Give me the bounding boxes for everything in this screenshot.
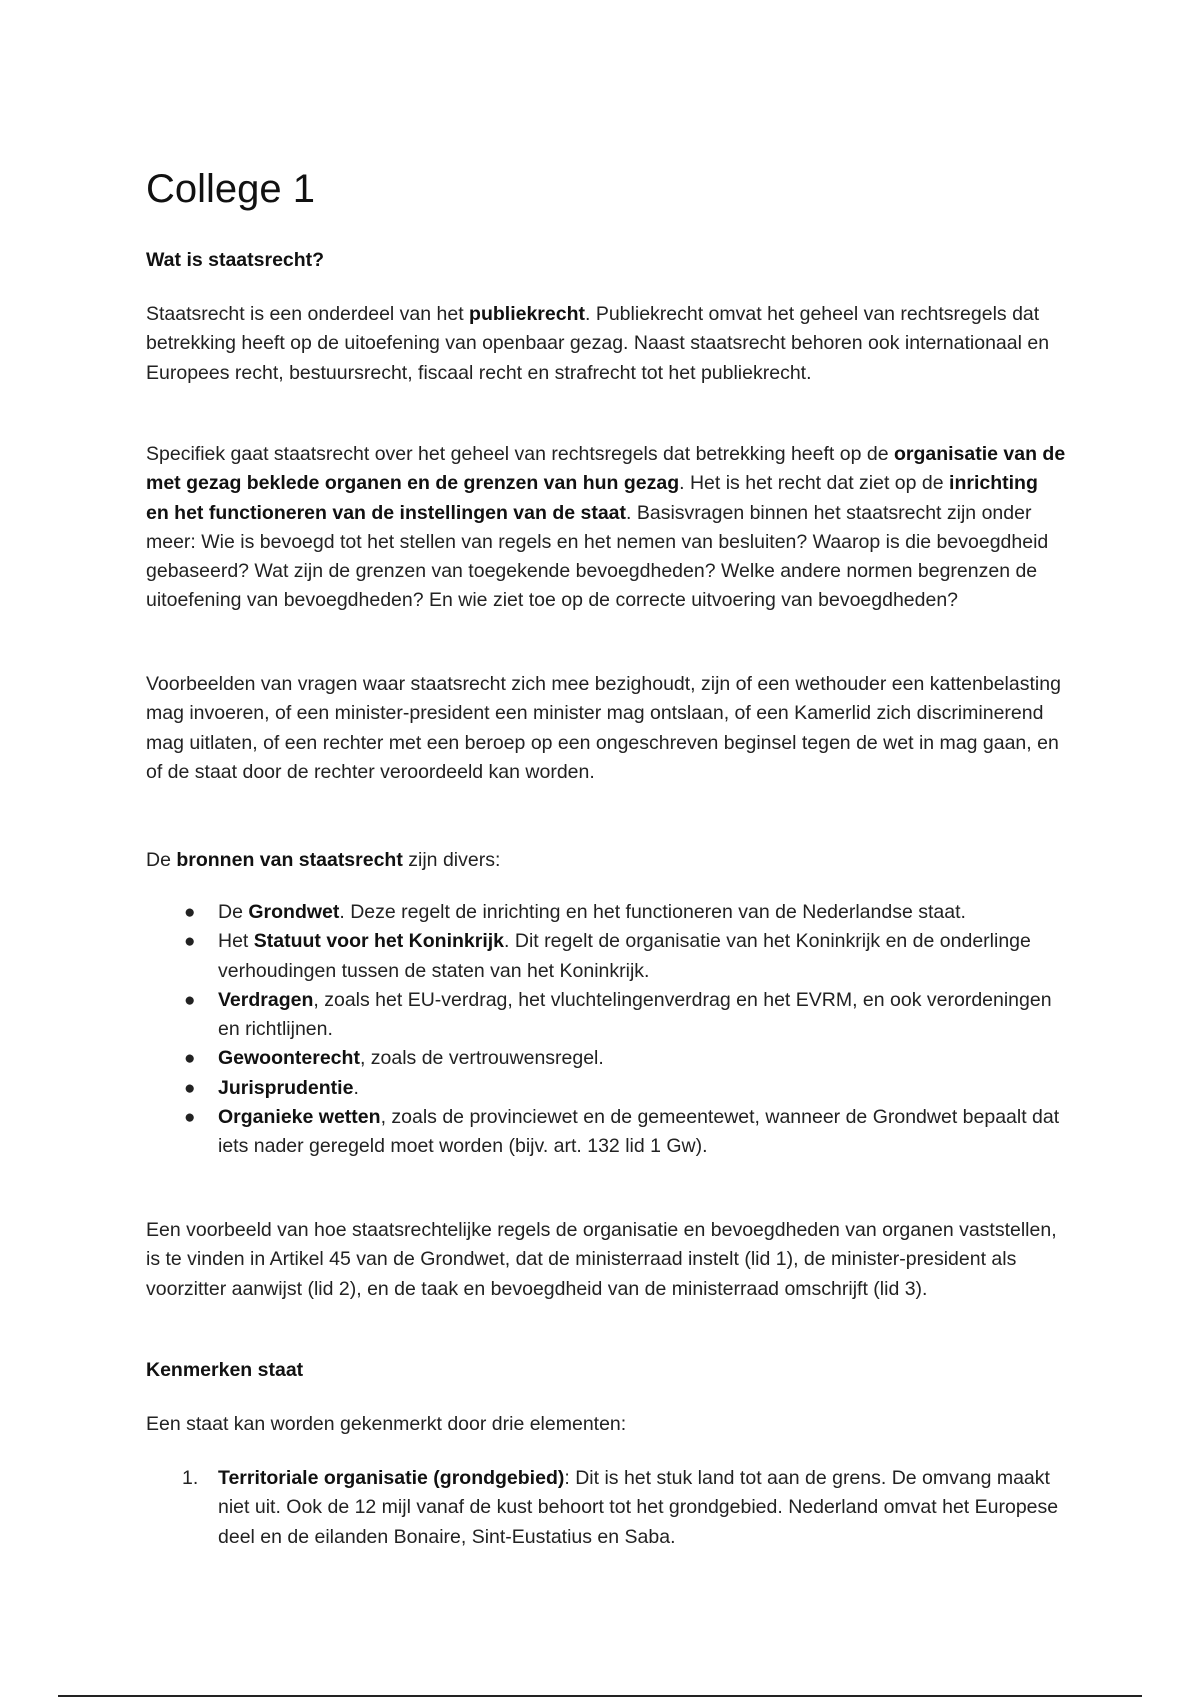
page-title: College 1	[146, 167, 316, 211]
bold-term: Territoriale organisatie (grondgebied)	[218, 1467, 565, 1489]
bullet-icon: ●	[184, 902, 196, 923]
text-run: De	[146, 849, 177, 871]
bold-term: Gewoonterecht	[218, 1047, 360, 1070]
text-run: . Basisvragen binnen het staatsrecht zijn onder meer: Wie is bevoegd tot het stellen van regels en het nemen van besluiten? Waarop is die bevoegdheid gebaseerd? Wat zijn de grenzen van toegekende bevoegdheden? Welke andere normen begrenzen de uitoefening van bevoegdheden? En wie ziet toe op de correcte uitvoering van bevoegdheden?	[146, 501, 1049, 612]
list-item	[146, 927, 1066, 986]
list-item	[146, 898, 1066, 927]
text-run: . Publiekrecht omvat het geheel van rechtsregels dat betrekking heeft op de uitoefening van openbaar gezag. Naast staatsrecht behoren ook internationaal en Europees recht, bestuursrecht, fiscaal recht en strafrecht tot het publiekrecht.	[146, 303, 1050, 384]
bold-term: Organieke wetten	[218, 1106, 381, 1129]
text-run: . Het is het recht dat ziet op de	[679, 472, 950, 495]
paragraph-specifiek	[146, 440, 1066, 616]
paragraph-bronnen-intro	[146, 846, 1066, 875]
kenmerken-list	[146, 1464, 1066, 1552]
text-run: Specifiek gaat staatsrecht over het geheel van rechtsregels dat betrekking heeft op de	[146, 443, 894, 465]
bold-term: Verdragen	[218, 988, 314, 1011]
text-run: : Dit is het stuk land tot aan de grens. De omvang maakt niet uit. Ook de 12 mijl vanaf de kust behoort tot het grondgebied. Nederland omvat het Europese deel en de eilanden Bonaire, Sint-Eustatius en Saba.	[218, 1467, 1059, 1548]
bold-term: Grondwet	[248, 901, 340, 923]
bullet-icon: ●	[184, 1048, 196, 1070]
bullet-icon: ●	[184, 931, 196, 953]
bullet-icon: ●	[184, 1077, 196, 1099]
text-run: De	[218, 901, 249, 923]
text-run: .	[353, 1076, 359, 1099]
text-run: . Dit regelt de organisatie van het Koninkrijk en de onderlinge verhoudingen tussen de staten van het Koninkrijk.	[218, 930, 1031, 982]
bold-term: publiekrecht	[469, 303, 585, 325]
bold-term: Jurisprudentie	[218, 1076, 354, 1099]
bullet-icon: ●	[184, 989, 196, 1011]
text-run: , zoals het EU-verdrag, het vluchtelingenverdrag en het EVRM, en ook verordeningen en richtlijnen.	[218, 988, 1052, 1041]
list-item	[146, 1103, 1066, 1162]
list-item	[146, 986, 1066, 1045]
bold-term: inrichting en het functioneren van de instellingen van de staat	[146, 472, 1038, 524]
list-item	[146, 1074, 1066, 1103]
sources-list	[146, 898, 1066, 1162]
list-item	[146, 1044, 1066, 1073]
text-run: zijn divers:	[402, 849, 501, 871]
text-run: . Deze regelt de inrichting en het functioneren van de Nederlandse staat.	[339, 901, 966, 923]
text-run: Staatsrecht is een onderdeel van het	[146, 303, 470, 325]
paragraph-artikel-45: Een voorbeeld van hoe staatsrechtelijke regels de organisatie en bevoegdheden van organen vaststellen, is te vinden in Artikel 45 van de Grondwet, dat de ministerraad instelt (lid 1), de minister-president als voorzitter aanwijst (lid 2), en de taak en bevoegdheid van de ministerraad omschrijft (lid 3).	[146, 1219, 1057, 1300]
bold-term: Statuut voor het Koninkrijk	[253, 930, 505, 953]
section-heading-kenmerken-staat: Kenmerken staat	[146, 1359, 304, 1381]
paragraph-voorbeelden: Voorbeelden van vragen waar staatsrecht zich mee bezighoudt, zijn of een wethouder een kattenbelasting mag invoeren, of een minister-president een minister mag ontslaan, of een Kamerlid zich discriminerend mag uitlaten, of een rechter met een beroep op een ongeschreven beginsel tegen de wet in mag gaan, en of de staat door de rechter veroordeeld kan worden.	[146, 673, 1061, 783]
paragraph-publiekrecht	[146, 300, 1066, 388]
section-heading-wat-is-staatsrecht: Wat is staatsrecht?	[146, 249, 325, 271]
text-run: , zoals de provinciewet en de gemeentewet, wanneer de Grondwet bepaalt dat iets nader geregeld moet worden (bijv. art. 132 lid 1 Gw).	[218, 1106, 1060, 1158]
paragraph-kenmerken-intro: Een staat kan worden gekenmerkt door drie elementen:	[146, 1413, 627, 1435]
bold-term: organisatie van de met gezag beklede organen en de grenzen van hun gezag	[146, 443, 1066, 495]
page-divider	[58, 1695, 1142, 1697]
text-run: Het	[218, 930, 254, 953]
list-item	[146, 1464, 1066, 1552]
list-number: 1.	[182, 1467, 199, 1489]
bold-term: bronnen van staatsrecht	[176, 849, 403, 871]
text-run: , zoals de vertrouwensregel.	[359, 1047, 604, 1070]
bullet-icon: ●	[184, 1107, 196, 1129]
